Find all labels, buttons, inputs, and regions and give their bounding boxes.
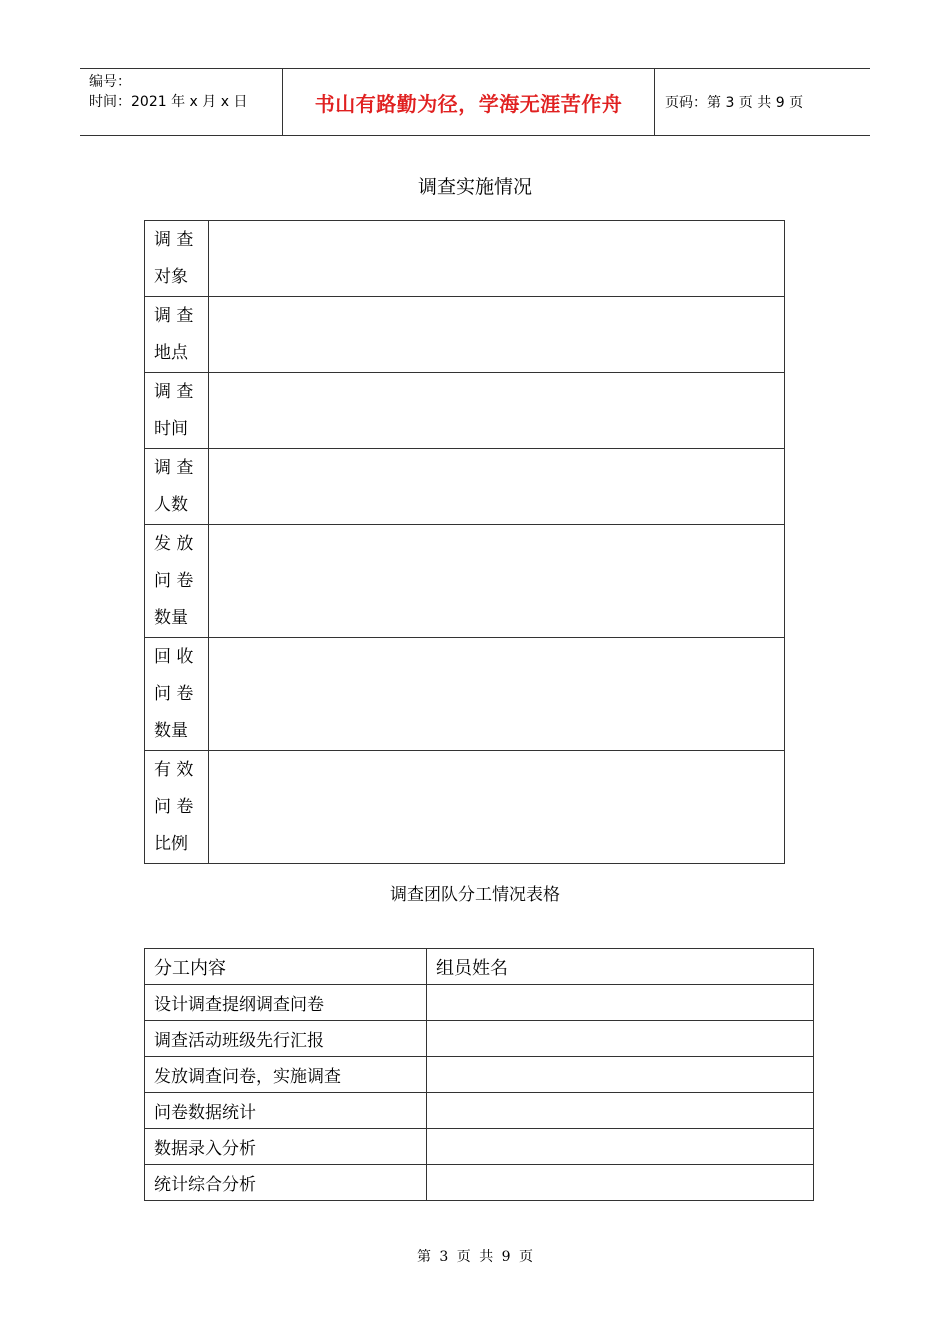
survey-row-label: [145, 638, 209, 751]
survey-label-line: 人数: [154, 495, 188, 515]
team-row: [145, 1129, 814, 1165]
team-member-cell[interactable]: [427, 985, 814, 1021]
survey-label-line: 调 查: [154, 382, 194, 402]
team-member-cell[interactable]: [427, 1165, 814, 1201]
page-header: [80, 68, 870, 136]
survey-row-label: [145, 751, 209, 864]
survey-label-line: 问 卷: [154, 571, 194, 591]
team-row: [145, 985, 814, 1021]
team-task-cell: 统计综合分析: [145, 1165, 427, 1201]
number-label: 编号：: [89, 74, 131, 90]
survey-label-line: 数量: [154, 721, 188, 741]
survey-row: [145, 449, 785, 525]
survey-row-label: [145, 221, 209, 297]
survey-label-line: 对象: [154, 267, 188, 287]
survey-label-line: 问 卷: [154, 797, 194, 817]
survey-label-line: 比例: [154, 834, 188, 854]
survey-row: [145, 638, 785, 751]
team-row: [145, 1021, 814, 1057]
survey-row-value[interactable]: [209, 638, 785, 751]
survey-row-value[interactable]: [209, 525, 785, 638]
survey-label-line: 地点: [154, 343, 188, 363]
header-members: 组员姓名: [427, 949, 814, 985]
survey-row-value[interactable]: [209, 297, 785, 373]
team-row: [145, 1093, 814, 1129]
header-task: 分工内容: [145, 949, 427, 985]
survey-label-line: 数量: [154, 608, 188, 628]
survey-row: [145, 373, 785, 449]
team-task-cell: 发放调查问卷，实施调查: [145, 1057, 427, 1093]
team-row: [145, 1165, 814, 1201]
survey-row: [145, 297, 785, 373]
survey-row-value[interactable]: [209, 373, 785, 449]
survey-row-label: [145, 297, 209, 373]
team-task-cell: 问卷数据统计: [145, 1093, 427, 1129]
survey-label-line: 调 查: [154, 230, 194, 250]
team-member-cell[interactable]: [427, 1129, 814, 1165]
survey-row-label: [145, 373, 209, 449]
survey-label-line: 调 查: [154, 306, 194, 326]
survey-label-line: 有 效: [154, 760, 194, 780]
team-task-cell: 调查活动班级先行汇报: [145, 1021, 427, 1057]
survey-row-label: [145, 525, 209, 638]
team-header-row: [145, 949, 814, 985]
header-page-info: 页码：第 3 页 共 9 页: [665, 95, 804, 111]
team-member-cell[interactable]: [427, 1057, 814, 1093]
time-label: 时间：2021 年 x 月 x 日: [89, 94, 248, 110]
survey-row-value[interactable]: [209, 449, 785, 525]
team-title: 调查团队分工情况表格: [390, 885, 560, 905]
survey-label-line: 发 放: [154, 534, 194, 554]
page-footer: 第 3 页 共 9 页: [416, 1249, 534, 1265]
team-row: [145, 1057, 814, 1093]
survey-label-line: 回 收: [154, 647, 194, 667]
survey-label-line: 调 查: [154, 458, 194, 478]
team-task-cell: 设计调查提纲调查问卷: [145, 985, 427, 1021]
team-member-cell[interactable]: [427, 1093, 814, 1129]
survey-row-value[interactable]: [209, 751, 785, 864]
survey-label-line: 问 卷: [154, 684, 194, 704]
team-table: [144, 948, 814, 1201]
header-left: [80, 69, 282, 135]
team-member-cell[interactable]: [427, 1021, 814, 1057]
survey-title: 调查实施情况: [417, 176, 532, 198]
header-motto: 书山有路勤为径，学海无涯苦作舟: [282, 69, 655, 135]
survey-row: [145, 751, 785, 864]
survey-label-line: 时间: [154, 419, 188, 439]
team-task-cell: 数据录入分析: [145, 1129, 427, 1165]
survey-table: [144, 220, 785, 864]
survey-row-label: [145, 449, 209, 525]
survey-row: [145, 525, 785, 638]
survey-row-value[interactable]: [209, 221, 785, 297]
survey-row: [145, 221, 785, 297]
